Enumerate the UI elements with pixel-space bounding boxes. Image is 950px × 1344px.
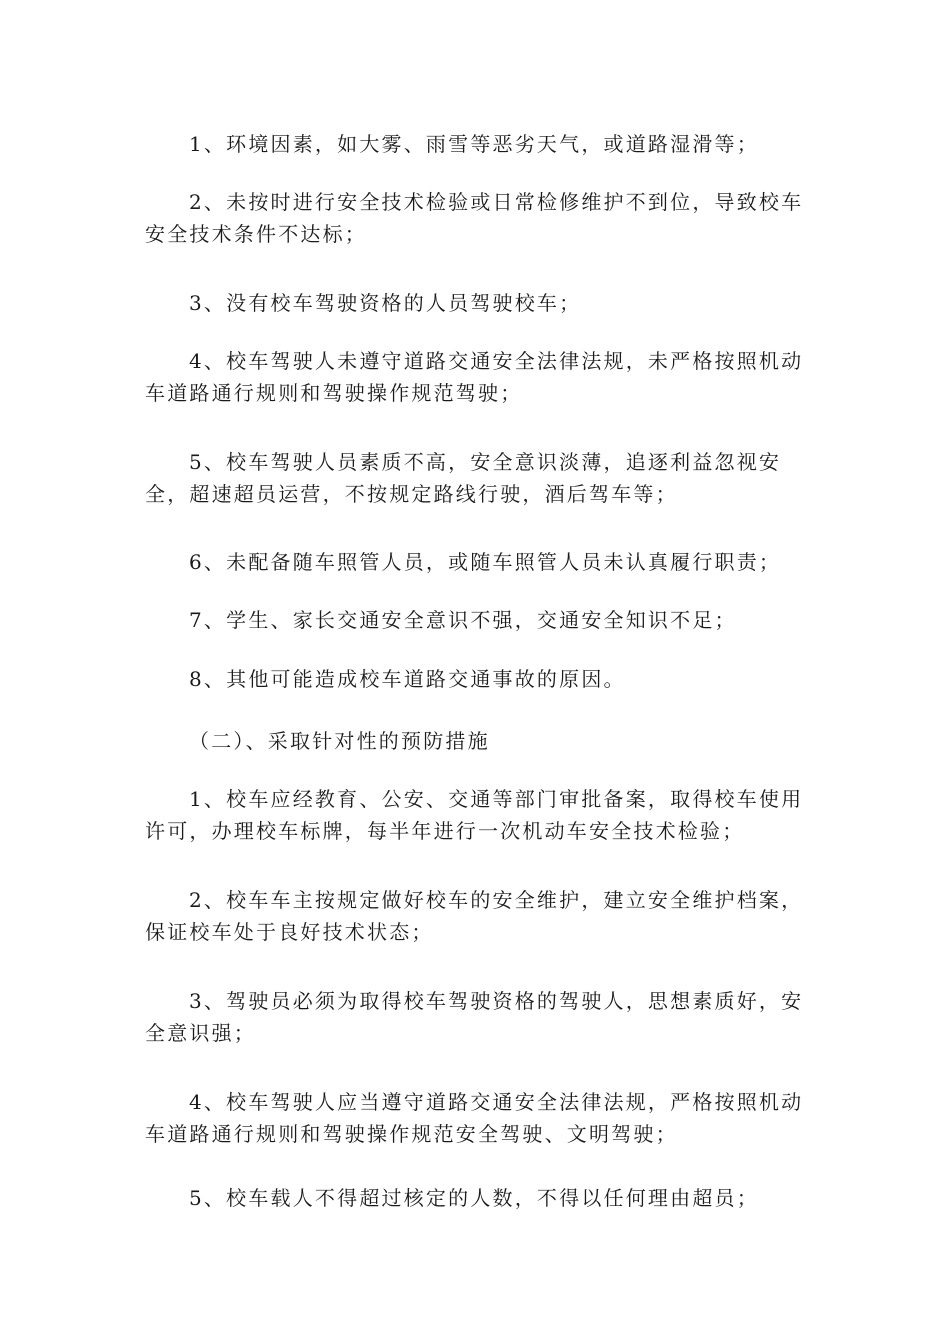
cause-item-8: 8、其他可能造成校车道路交通事故的原因。 [189, 667, 626, 691]
cause-item-7: 7、学生、家长交通安全意识不强，交通安全知识不足； [189, 608, 737, 632]
section-heading: （二）、采取针对性的预防措施 [189, 729, 490, 753]
cause-item-5: 5、校车驾驶人员素质不高，安全意识淡薄，追逐利益忽视安全，超速超员运营，不按规定路线行驶，酒后驾车等； [145, 450, 782, 506]
cause-item-6: 6、未配备随车照管人员，或随车照管人员未认真履行职责； [189, 550, 782, 574]
cause-item-2: 2、未按时进行安全技术检验或日常检修维护不到位，导致校车安全技术条件不达标； [145, 190, 804, 246]
cause-item-4: 4、校车驾驶人未遵守道路交通安全法律法规，未严格按照机动车道路通行规则和驾驶操作规范驾驶； [145, 349, 804, 405]
measure-item-1: 1、校车应经教育、公安、交通等部门审批备案，取得校车使用许可，办理校车标牌，每半年进行一次机动车安全技术检验； [145, 787, 804, 843]
cause-item-3: 3、没有校车驾驶资格的人员驾驶校车； [189, 291, 582, 315]
measure-item-3: 3、驾驶员必须为取得校车驾驶资格的驾驶人，思想素质好，安全意识强； [145, 989, 804, 1045]
cause-item-1: 1、环境因素，如大雾、雨雪等恶劣天气，或道路湿滑等； [189, 132, 759, 156]
measure-item-2: 2、校车车主按规定做好校车的安全维护，建立安全维护档案，保证校车处于良好技术状态； [145, 888, 804, 944]
measure-item-5: 5、校车载人不得超过核定的人数，不得以任何理由超员； [189, 1186, 759, 1210]
measure-item-4: 4、校车驾驶人应当遵守道路交通安全法律法规，严格按照机动车道路通行规则和驾驶操作规范安全驾驶、文明驾驶； [145, 1090, 804, 1146]
